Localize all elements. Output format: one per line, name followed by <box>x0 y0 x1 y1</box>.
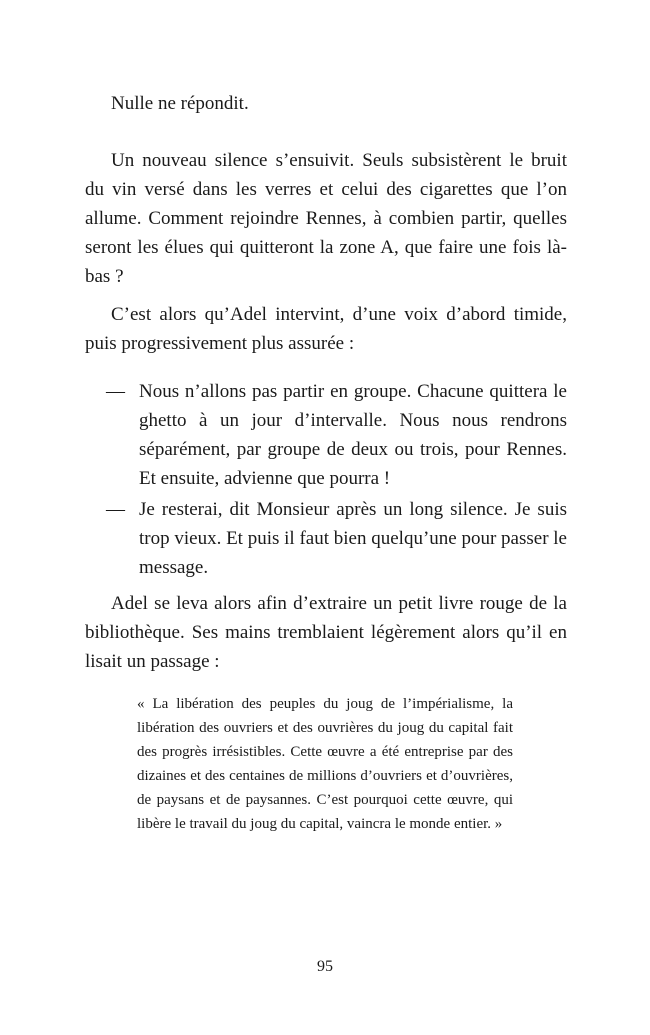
paragraph-3: C’est alors qu’Adel intervint, d’une voix d’abord timide, puis progressivement plus assurée : <box>85 304 567 354</box>
paragraph-4: Adel se leva alors afin d’extraire un petit livre rouge de la bibliothèque. Ses mains tremblaient légèrement alors qu’il en lisait un passage : <box>85 593 567 672</box>
block-quote: « La libération des peuples du joug de l’impérialisme, la libération des ouvriers et des ouvrières du joug du capital fait des progrès irrésistibles. Cette œuvre a été entreprise par des dizaines et des centaines de millions d’ouvriers et d’ouvrières, de paysans et de paysannes. C’est pourquoi cette œuvre, qui libère le travail du joug du capital, vaincra le monde entier. » <box>137 696 513 832</box>
dialogue-line-1 <box>106 377 567 493</box>
page-number: 95 <box>317 958 333 975</box>
dialogue-line-2 <box>106 495 567 582</box>
dialogue-dash: — <box>106 381 125 402</box>
dialogue-text: Je resterai, dit Monsieur après un long silence. Je suis trop vieux. Et puis il faut bien quelqu’une pour passer le message. <box>139 499 567 578</box>
dialogue-text: Nous n’allons pas partir en groupe. Chacune quittera le ghetto à un jour d’intervalle. Nous nous rendrons séparément, par groupe de deux ou trois, pour Rennes. Et ensuite, advienne que pourra ! <box>139 381 567 489</box>
paragraph-2: Un nouveau silence s’ensuivit. Seuls subsistèrent le bruit du vin versé dans les verres et celui des cigarettes que l’on allume. Comment rejoindre Rennes, à combien partir, quelles seront les élues qui quitteront la zone A, que faire une fois là-bas ? <box>85 150 567 287</box>
paragraph-1: Nulle ne répondit. <box>111 93 249 114</box>
dialogue-dash: — <box>106 499 125 520</box>
dialogue-block <box>106 377 567 584</box>
